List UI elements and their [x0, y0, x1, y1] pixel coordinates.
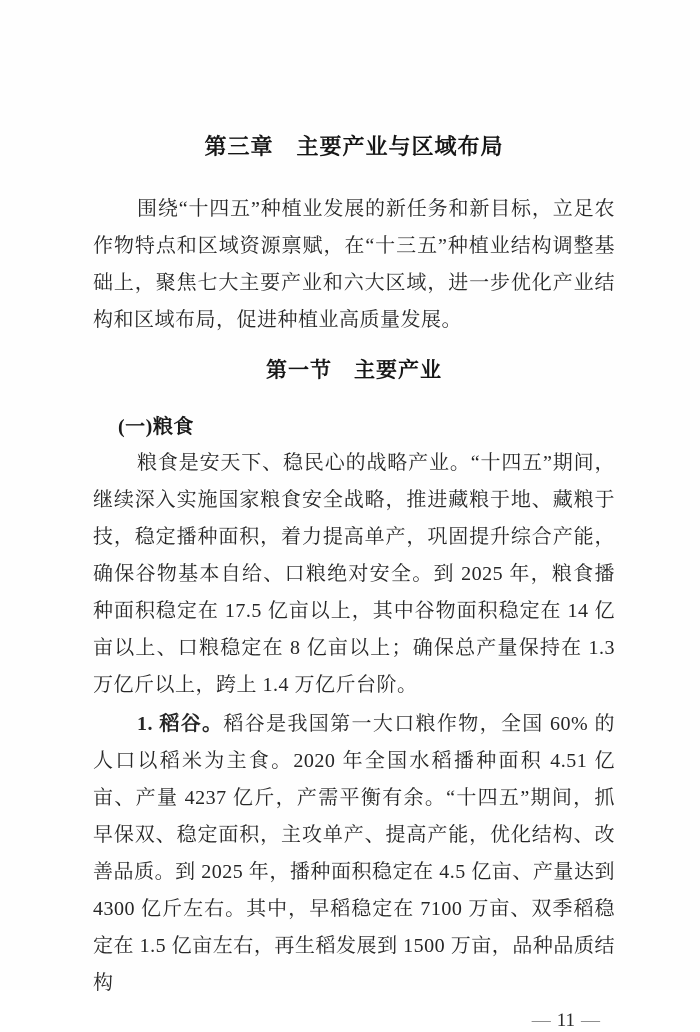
intro-paragraph: 围绕“十四五”种植业发展的新任务和新目标，立足农作物特点和区域资源禀赋，在“十三五”种植业结构调整基础上，聚焦七大主要产业和六大区域，进一步优化产业结构和区域布局，促进种植业高质量发展。: [93, 198, 615, 331]
rice-item-text: 稻谷是我国第一大口粮作物，全国 60% 的人口以稻米为主食。2020 年全国水稻播种面积 4.51 亿亩、产量 4237 亿斤，产需平衡有余。“十四五”期间，抓早保双、稳定面积，主攻单产、提高产能，优化结构、改善品质。到 2025 年，播种面积稳定在 4.5 亿亩、产量达到 4300 亿斤左右。其中，早稻稳定在 7100 万亩、双季稻稳定在 1.5 亿亩左右，再生稻发展到 1500 万亩，品种品质结构: [93, 713, 615, 994]
page-number-dash-right: —: [581, 1010, 600, 1031]
page-footer: [93, 1010, 615, 1032]
rice-paragraph: [93, 706, 615, 1002]
page-number-dash-left: —: [531, 1010, 551, 1031]
section-title: 第一节 主要产业: [266, 358, 442, 382]
chapter-title: 第三章 主要产业与区域布局: [204, 134, 504, 159]
subsection-heading-grain: (一)粮食: [118, 416, 194, 438]
grain-paragraph: 粮食是安天下、稳民心的战略产业。“十四五”期间，继续深入实施国家粮食安全战略，推进藏粮于地、藏粮于技，稳定播种面积，着力提高单产，巩固提升综合产能，确保谷物基本自给、口粮绝对安全。到 2025 年，粮食播种面积稳定在 17.5 亿亩以上，其中谷物面积稳定在 14 亿亩以上、口粮稳定在 8 亿亩以上；确保总产量保持在 1.3 万亿斤以上，跨上 1.4 万亿斤台阶。: [93, 452, 615, 696]
page-number-value: 11: [556, 1010, 575, 1031]
rice-item-label: 1. 稻谷。: [137, 713, 224, 735]
